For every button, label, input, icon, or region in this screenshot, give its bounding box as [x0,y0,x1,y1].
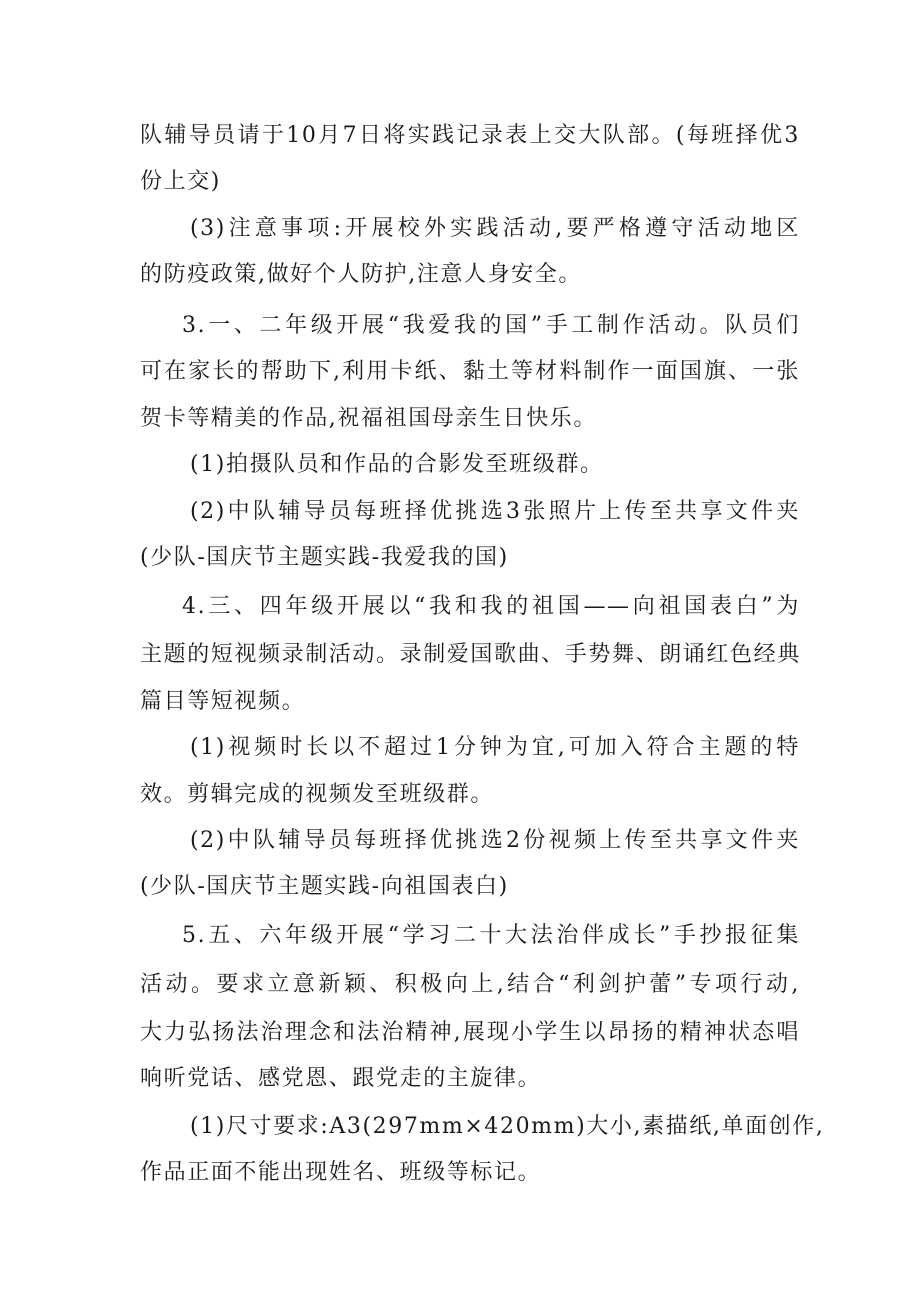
paragraph-line: 3.一、二年级开展“我爱我的国”手工制作活动。队员们 [182,313,800,338]
paragraph-line: (1)尺寸要求:A3(297mm×420mm)大小,素描纸,单面创作, [190,1114,825,1139]
paragraph-line: (3)注意事项:开展校外实践活动,要严格遵守活动地区 [190,216,800,241]
paragraph-line: (少队-国庆节主题实践-向祖国表白) [140,874,509,899]
paragraph-line: 贺卡等精美的作品,祝福祖国母亲生日快乐。 [140,406,597,431]
paragraph-line: 份上交) [140,169,221,194]
paragraph-line: 篇目等短视频。 [140,689,306,714]
paragraph-line: 4.三、四年级开展以“我和我的祖国——向祖国表白”为 [182,594,800,619]
paragraph-line: (2)中队辅导员每班择优挑选2份视频上传至共享文件夹 [190,828,800,853]
paragraph-line: 响听党话、感党恩、跟党走的主旋律。 [140,1066,542,1091]
paragraph-line: 队辅导员请于10月7日将实践记录表上交大队部。(每班择优3 [140,123,800,148]
paragraph-line: 活动。要求立意新颖、积极向上,结合“利剑护蕾”专项行动, [140,972,800,997]
paragraph-line: 主题的短视频录制活动。录制爱国歌曲、手势舞、朗诵红色经典 [140,642,801,667]
paragraph-line: (1)视频时长以不超过1分钟为宜,可加入符合主题的特 [190,735,800,760]
paragraph-line: 效。剪辑完成的视频发至班级群。 [140,782,495,807]
paragraph-line: (少队-国庆节主题实践-我爱我的国) [140,545,509,570]
paragraph-line: 的防疫政策,做好个人防护,注意人身安全。 [140,262,582,287]
paragraph-line: 大力弘扬法治理念和法治精神,展现小学生以昂扬的精神状态唱 [140,1020,800,1045]
paragraph-line: (1)拍摄队员和作品的合影发至班级群。 [190,452,604,477]
paragraph-line: 5.五、六年级开展“学习二十大法治伴成长”手抄报征集 [182,923,800,948]
paragraph-line: (2)中队辅导员每班择优挑选3张照片上传至共享文件夹 [190,499,800,524]
paragraph-line: 可在家长的帮助下,利用卡纸、黏土等材料制作一面国旗、一张 [140,359,800,384]
paragraph-line: 作品正面不能出现姓名、班级等标记。 [140,1160,542,1185]
